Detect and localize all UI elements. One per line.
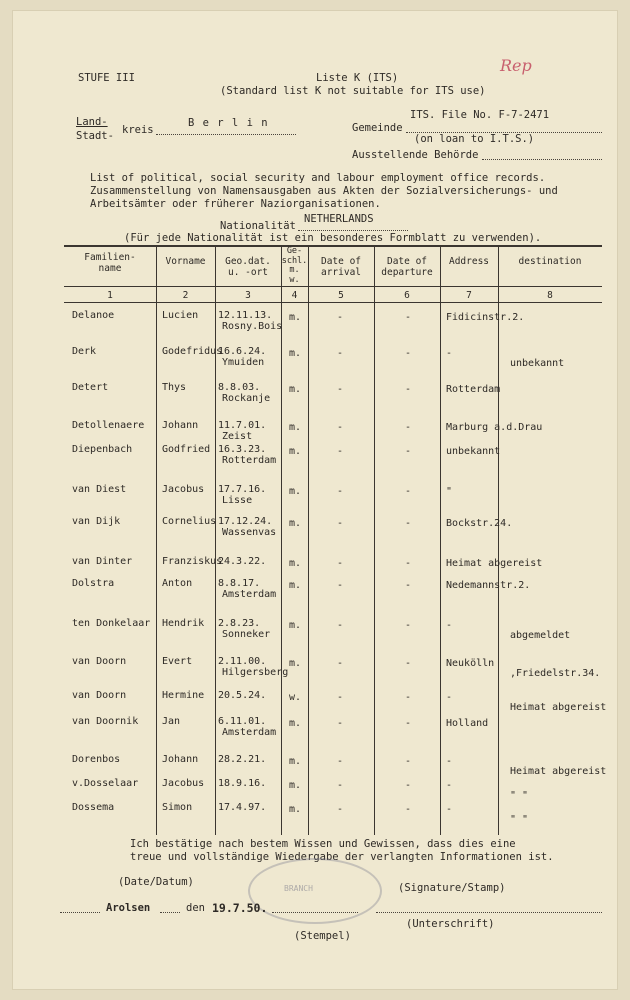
cell-destination: ,Friedelstr.34. [510,668,601,679]
col-number-6: 6 [404,290,410,301]
cell-departure: - [404,422,412,433]
cell-departure: - [404,756,412,767]
cell-familienname: van Doorn [72,656,127,667]
cell-geo-ort: Rockanje [222,393,271,404]
col-number-5: 5 [338,290,344,301]
intro-line-2: Zusammenstellung von Namensausgaben aus Akten der Sozialversicherungs- und [90,185,558,197]
col-divider-2 [215,245,216,835]
cell-departure: - [404,692,412,703]
cell-arrival: - [336,446,344,457]
nationality-dotline [298,230,408,231]
cell-familienname: van Diest [72,484,127,495]
liste-title: Liste K (ITS) [316,72,399,84]
cell-destination: " " [510,814,529,825]
cell-arrival: - [336,718,344,729]
cell-departure: - [404,620,412,631]
table-top-border [64,245,602,247]
cell-familienname: v.Dosselaar [72,778,139,789]
cell-departure: - [404,518,412,529]
cell-familienname: van Dinter [72,556,133,567]
cell-departure: - [404,780,412,791]
ausstellende-dotline [482,159,602,160]
cell-geo-date: 17.12.24. [218,516,273,527]
intro-line-1: List of political, social security and labour employment office records. [90,172,546,184]
cell-vorname: Jacobus [162,778,205,789]
nationality-value: NETHERLANDS [304,213,374,225]
cell-arrival: - [336,692,344,703]
cell-vorname: Anton [162,578,193,589]
header-arrival: Date of arrival [320,256,362,278]
cell-address: - [446,804,453,815]
cell-familienname: Dolstra [72,578,115,589]
cell-arrival: - [336,486,344,497]
cell-address: Holland [446,718,489,729]
col-divider-1 [156,245,157,835]
cell-arrival: - [336,756,344,767]
cell-arrival: - [336,518,344,529]
place-dotline-mid [160,912,180,913]
cell-geo-ort: Rotterdam [222,455,277,466]
cell-address: - [446,780,453,791]
cell-address: Nedemannstr.2. [446,580,531,591]
cell-geo-date: 16.3.23. [218,444,267,455]
header-familienname: Familien- name [84,252,136,274]
cell-geo-date: 12.11.13. [218,310,273,321]
header-geschlecht: Ge- schl. m. w. [281,246,308,285]
cell-familienname: van Doorn [72,690,127,701]
cell-vorname: Godfried [162,444,211,455]
cell-geo-ort: Hilgersberg [222,667,289,678]
cell-address: - [446,620,453,631]
cell-geschlecht: m. [288,658,302,669]
cell-departure: - [404,804,412,815]
cell-familienname: Diepenbach [72,444,133,455]
nationality-note: (Für jede Nationalität ist ein besonderes Formblatt zu verwenden). [124,232,542,244]
cell-geo-date: 11.7.01. [218,420,267,431]
cell-geschlecht: m. [288,558,302,569]
col-number-8: 8 [547,290,553,301]
cell-familienname: Derk [72,346,97,357]
cell-geo-ort: Amsterdam [222,727,277,738]
cell-geo-date: 17.7.16. [218,484,267,495]
cell-geo-date: 28.2.21. [218,754,267,765]
cell-geo-date: 16.6.24. [218,346,267,357]
unterschrift-label: (Unterschrift) [406,918,495,930]
kreis-value: B e r l i n [188,117,269,129]
cell-vorname: Cornelius [162,516,217,527]
cell-vorname: Franziskus [162,556,223,567]
cell-address: Rotterdam [446,384,501,395]
stufe-label: STUFE III [78,72,135,84]
cell-geschlecht: m. [288,718,302,729]
cell-geo-ort: Rosny.Bois [222,321,283,332]
cell-geo-date: 8.8.17. [218,578,261,589]
cell-geo-date: 2.11.00. [218,656,267,667]
cell-geschlecht: m. [288,804,302,815]
header-departure: Date of departure [381,256,433,278]
stamp-text: BRANCH [284,884,313,893]
cell-vorname: Godefridus [162,346,223,357]
gemeinde-label: Gemeinde [352,122,403,134]
cell-geschlecht: m. [288,312,302,323]
cell-address: unbekannt [446,446,501,457]
cell-familienname: ten Donkelaar [72,618,151,629]
cell-geo-date: 20.5.24. [218,690,267,701]
cell-arrival: - [336,384,344,395]
col-divider-5 [374,245,375,835]
cell-arrival: - [336,620,344,631]
table-header-border [64,286,602,287]
cell-departure: - [404,658,412,669]
confirm-line-2: treue und vollständige Wiedergabe der verlangten Informationen ist. [130,851,554,863]
cell-departure: - [404,718,412,729]
cell-vorname: Thys [162,382,187,393]
cell-arrival: - [336,558,344,569]
cell-familienname: Dorenbos [72,754,121,765]
cell-destination: " " [510,790,529,801]
cell-vorname: Hendrik [162,618,205,629]
table-number-border [64,302,602,303]
col-divider-6 [440,245,441,835]
cell-arrival: - [336,348,344,359]
nationality-label: Nationalität [220,220,296,232]
cell-departure: - [404,486,412,497]
cell-departure: - [404,384,412,395]
col-divider-3 [281,245,282,835]
liste-note: (Standard list K not suitable for ITS use) [220,85,486,97]
cell-geschlecht: m. [288,446,302,457]
col-divider-7 [498,245,499,835]
cell-geo-ort: Lisse [222,495,253,506]
cell-address: - [446,756,453,767]
cell-familienname: van Doornik [72,716,139,727]
cell-address: - [446,692,453,703]
cell-address: Neukölln [446,658,495,669]
cell-destination: abgemeldet [510,630,571,641]
cell-familienname: van Dijk [72,516,121,527]
stadt-label: Stadt- [76,130,114,142]
cell-familienname: Detollenaere [72,420,145,431]
col-number-2: 2 [182,290,189,301]
cell-departure: - [404,446,412,457]
cell-destination: Heimat abgereist [510,766,607,777]
cell-vorname: Evert [162,656,193,667]
cell-geschlecht: m. [288,422,302,433]
cell-departure: - [404,348,412,359]
cell-geschlecht: m. [288,348,302,359]
cell-geschlecht: m. [288,486,302,497]
col-number-1: 1 [107,290,113,301]
signature-label: (Signature/Stamp) [398,882,506,894]
cell-arrival: - [336,804,344,815]
cell-geo-ort: Zeist [222,431,253,442]
cell-departure: - [404,580,412,591]
cell-address: - [446,348,453,359]
cell-geo-ort: Ymuiden [222,357,265,368]
col-number-4: 4 [291,290,298,301]
on-loan-note: (on loan to I.T.S.) [414,133,535,145]
cell-geo-ort: Wassenvas [222,527,277,538]
signature-dotline [376,912,602,913]
its-file-number: ITS. File No. F-7-2471 [410,109,550,121]
date-value: 19.7.50. [212,901,268,915]
ausstellende-label: Ausstellende Behörde [352,149,479,161]
col-number-3: 3 [245,290,251,301]
cell-geo-date: 17.4.97. [218,802,267,813]
faded-stamp [248,858,382,924]
cell-arrival: - [336,780,344,791]
cell-geschlecht: m. [288,580,302,591]
cell-geschlecht: m. [288,620,302,631]
cell-address: Bockstr.24. [446,518,513,529]
cell-familienname: Delanoe [72,310,115,321]
cell-geschlecht: w. [288,692,302,703]
header-vorname: Vorname [165,256,206,267]
cell-geo-date: 6.11.01. [218,716,267,727]
header-destination: destination [518,256,582,267]
cell-geschlecht: m. [288,518,302,529]
cell-arrival: - [336,658,344,669]
cell-vorname: Jacobus [162,484,205,495]
cell-vorname: Simon [162,802,193,813]
intro-line-3: Arbeitsämter oder früherer Naziorganisationen. [90,198,381,210]
land-label: Land- [76,116,108,128]
header-geo: Geo.dat. u. -ort [225,256,271,278]
cell-vorname: Hermine [162,690,205,701]
cell-address: Heimat abgereist [446,558,543,569]
cell-address: Marburg a.d.Drau [446,422,543,433]
cell-arrival: - [336,312,344,323]
cell-arrival: - [336,422,344,433]
cell-geo-date: 2.8.23. [218,618,261,629]
cell-address: " [446,486,453,497]
cell-geo-date: 8.8.03. [218,382,261,393]
cell-destination: unbekannt [510,358,565,369]
cell-vorname: Jan [162,716,181,727]
date-label: (Date/Datum) [118,876,194,888]
cell-vorname: Lucien [162,310,199,321]
handwritten-mark: Rep [500,56,532,75]
cell-familienname: Detert [72,382,109,393]
cell-geo-ort: Amsterdam [222,589,277,600]
place-dotline-left [60,912,100,913]
confirm-line-1: Ich bestätige nach bestem Wissen und Gewissen, dass dies eine [130,838,516,850]
cell-arrival: - [336,580,344,591]
cell-vorname: Johann [162,754,199,765]
date-dotline [272,912,358,913]
header-address: Address [448,256,490,267]
cell-departure: - [404,558,412,569]
den-label: den [186,902,205,914]
cell-geo-ort: Sonneker [222,629,271,640]
col-divider-4 [308,245,309,835]
cell-departure: - [404,312,412,323]
cell-vorname: Johann [162,420,199,431]
cell-destination: Heimat abgereist [510,702,607,713]
cell-geo-date: 18.9.16. [218,778,267,789]
place-value: Arolsen [106,902,151,914]
cell-geschlecht: m. [288,780,302,791]
document-page [12,10,618,990]
col-number-7: 7 [466,290,472,301]
cell-geo-date: 24.3.22. [218,556,267,567]
cell-geschlecht: m. [288,756,302,767]
kreis-dotline [156,134,296,135]
cell-familienname: Dossema [72,802,115,813]
kreis-label: kreis [122,124,154,136]
cell-address: Fidicinstr.2. [446,312,525,323]
cell-geschlecht: m. [288,384,302,395]
stempel-label: (Stempel) [294,930,351,942]
